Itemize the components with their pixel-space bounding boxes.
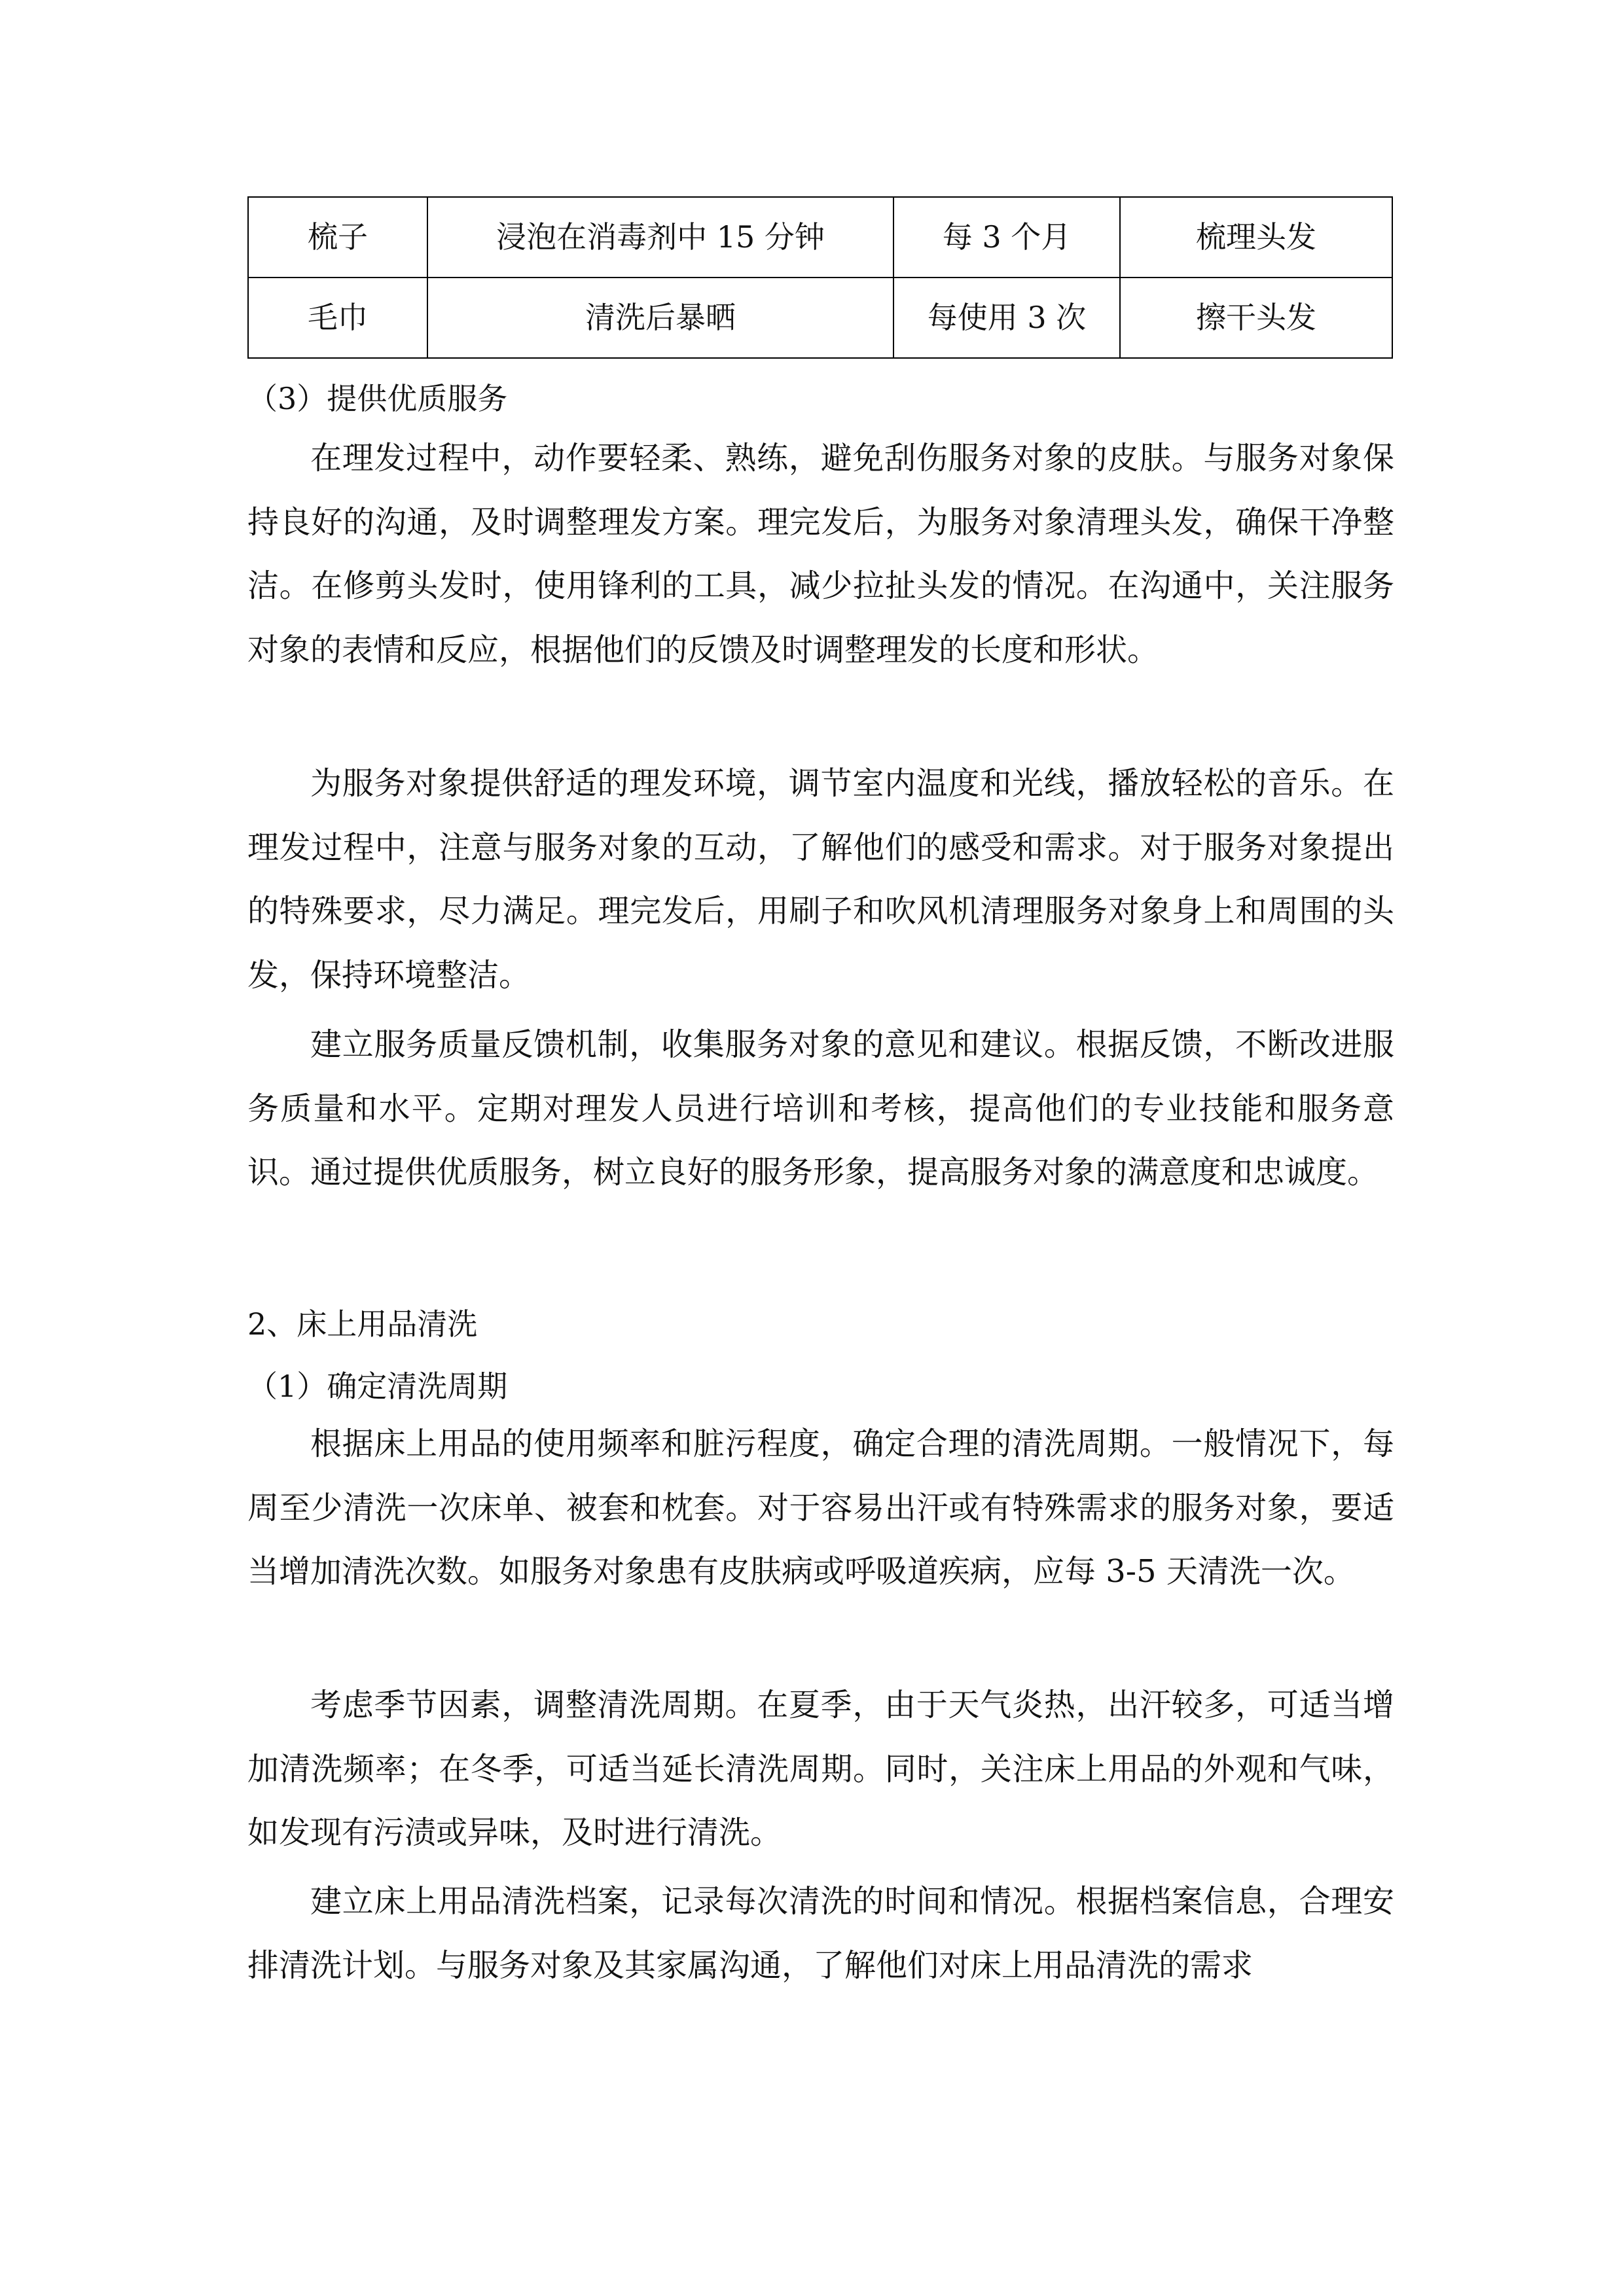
paragraph: 建立服务质量反馈机制，收集服务对象的意见和建议。根据反馈，不断改进服务质量和水平。定期对理发人员进行培训和考核，提高他们的专业技能和服务意识。通过提供优质服务，树立良好的服务形象，提高服务对象的满意度和忠诚度。	[247, 1026, 1394, 1191]
paragraph: 建立床上用品清洗档案，记录每次清洗的时间和情况。根据档案信息，合理安排清洗计划。与服务对象及其家属沟通，了解他们对床上用品清洗的需求	[247, 1883, 1394, 1984]
table-cell-usage: 擦干头发	[1120, 278, 1392, 358]
section-heading-quality-service: （3）提供优质服务	[247, 381, 508, 416]
table-row	[248, 278, 1392, 358]
section-heading-bedding: 2、床上用品清洗	[247, 1306, 478, 1342]
paragraph: 为服务对象提供舒适的理发环境，调节室内温度和光线，播放轻松的音乐。在理发过程中，注意与服务对象的互动，了解他们的感受和需求。对于服务对象提出的特殊要求，尽力满足。理完发后，用刷子和吹风机清理服务对象身上和周围的头发，保持环境整洁。	[247, 765, 1394, 994]
table-cell-frequency: 每 3 个月	[893, 197, 1120, 278]
table-cell-tool: 毛巾	[248, 278, 427, 358]
table-cell-method: 浸泡在消毒剂中 15 分钟	[427, 197, 893, 278]
paragraph: 在理发过程中，动作要轻柔、熟练，避免刮伤服务对象的皮肤。与服务对象保持良好的沟通，及时调整理发方案。理完发后，为服务对象清理头发，确保干净整洁。在修剪头发时，使用锋利的工具，减少拉扯头发的情况。在沟通中，关注服务对象的表情和反应，根据他们的反馈及时调整理发的长度和形状。	[247, 440, 1394, 668]
paragraph: 根据床上用品的使用频率和脏污程度，确定合理的清洗周期。一般情况下，每周至少清洗一次床单、被套和枕套。对于容易出汗或有特殊需求的服务对象，要适当增加清洗次数。如服务对象患有皮肤病或呼吸道疾病，应每 3-5 天清洗一次。	[247, 1426, 1394, 1590]
table-cell-tool: 梳子	[248, 197, 427, 278]
table-cell-usage: 梳理头发	[1120, 197, 1392, 278]
subsection-heading-cleaning-cycle: （1）确定清洗周期	[247, 1369, 508, 1404]
disinfection-table	[247, 196, 1393, 359]
table-cell-method: 清洗后暴晒	[427, 278, 893, 358]
table-cell-frequency: 每使用 3 次	[893, 278, 1120, 358]
paragraph: 考虑季节因素，调整清洗周期。在夏季，由于天气炎热，出汗较多，可适当增加清洗频率；在冬季，可适当延长清洗周期。同时，关注床上用品的外观和气味，如发现有污渍或异味，及时进行清洗。	[247, 1687, 1394, 1851]
table-row	[248, 197, 1392, 278]
